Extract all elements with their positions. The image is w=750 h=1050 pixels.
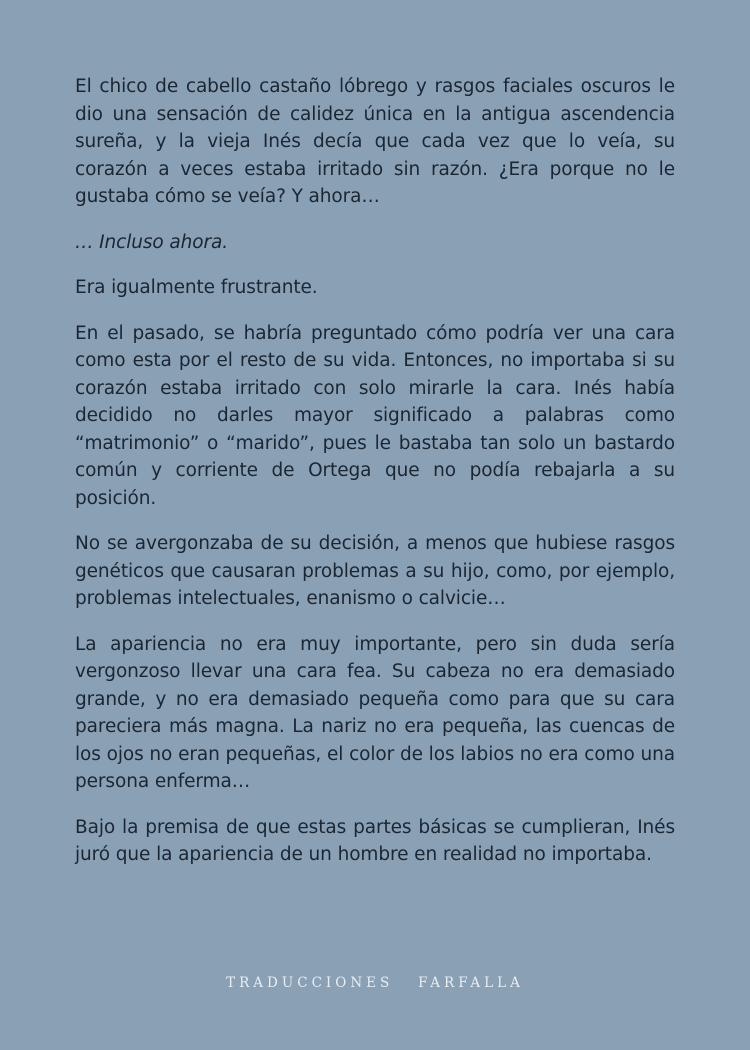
paragraph-4: En el pasado, se habría preguntado cómo podría ver una cara como esta por el resto de su vida. Entonces, no importaba si su corazón estaba irritado con solo mirarle la cara. Inés había decidido no darles mayor significado a palabras como “matrimonio” o “marido”, pues le bastaba tan solo un bastardo común y corriente de Ortega que no podía rebajarla a su posición. (75, 322, 675, 509)
paragraph-3: Era igualmente frustrante. (75, 277, 318, 298)
footer-credit: TRADUCCIONES FARFALLA (226, 975, 524, 991)
paragraph-2: … Incluso ahora. (75, 231, 229, 253)
paragraph-5: No se avergonzaba de su decisión, a menos que hubiese rasgos genéticos que causaran problemas a su hijo, como, por ejemplo, problemas intelectuales, enanismo o calvicie… (75, 533, 675, 609)
page-body (75, 73, 675, 887)
paragraph-1: El chico de cabello castaño lóbrego y rasgos faciales oscuros le dio una sensación de calidez única en la antigua ascendencia sureña, y la vieja Inés decía que cada vez que lo veía, su corazón a veces estaba irritado sin razón. ¿Era porque no le gustaba cómo se veía? Y ahora… (75, 76, 675, 207)
paragraph-6: La apariencia no era muy importante, pero sin duda sería vergonzoso llevar una cara fea. Su cabeza no era demasiado grande, y no era demasiado pequeña como para que su cara pareciera más magna. La nariz no era pequeña, las cuencas de los ojos no eran pequeñas, el color de los labios no era como una persona enferma… (75, 633, 675, 792)
paragraph-7: Bajo la premisa de que estas partes básicas se cumplieran, Inés juró que la apariencia de un hombre en realidad no importaba. (75, 816, 675, 865)
